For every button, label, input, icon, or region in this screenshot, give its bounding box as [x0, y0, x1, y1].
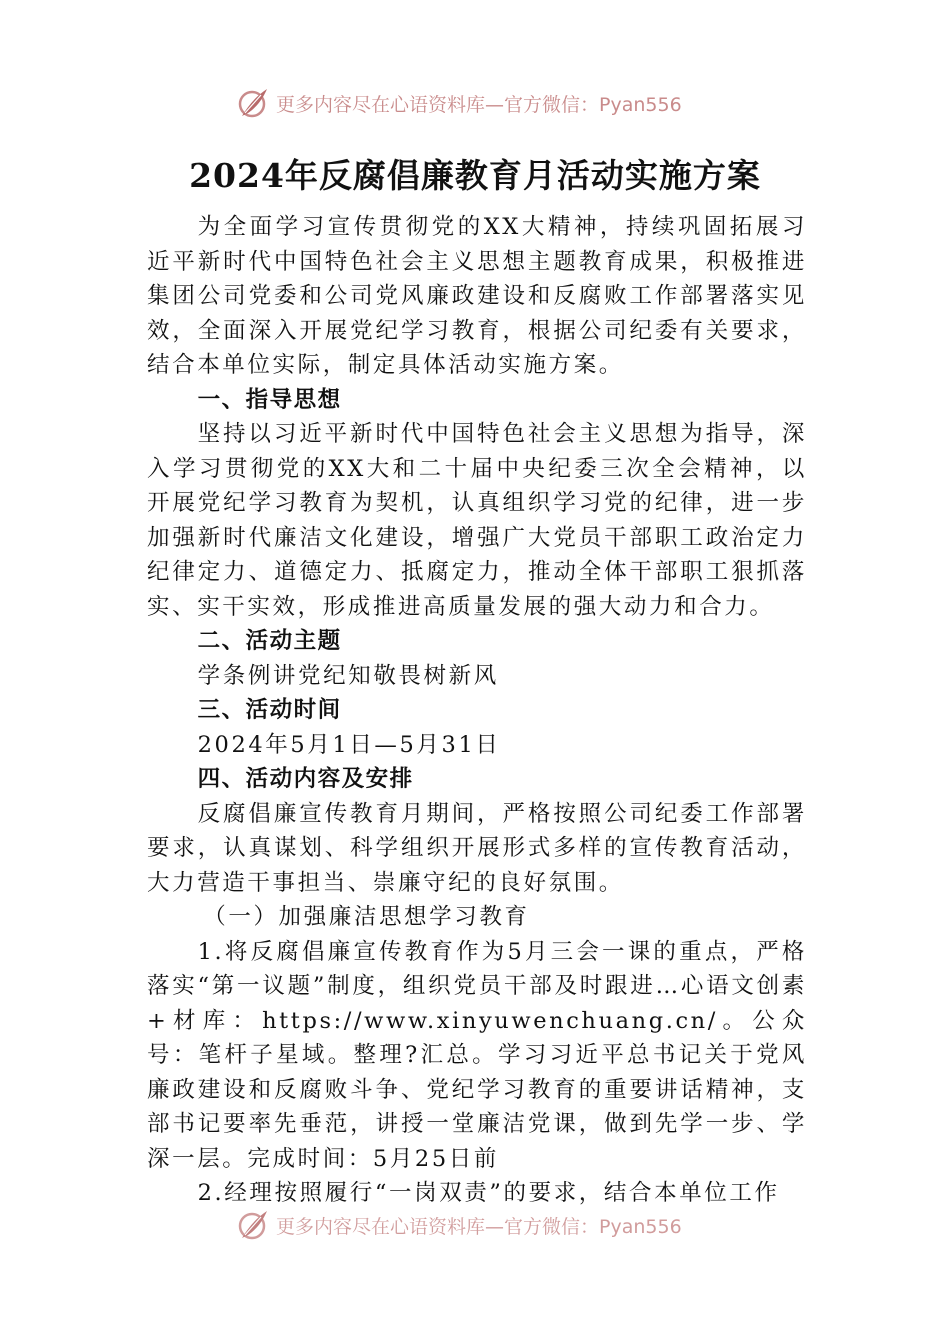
section-text-guiding-ideology: 坚持以习近平新时代中国特色社会主义思想为指导，深入学习贯彻党的XX大和二十届中央纪委三次全会精神，以开展党纪学习教育为契机，认真组织学习党的纪律，进一步加强新时代廉洁文化建设，增强广大党员干部职工政治定力纪律定力、道德定力、抵腐定力，推动全体干部职工狠抓落实、实干实效，形成推进高质量发展的强大动力和合力。: [147, 421, 807, 620]
item-2-paragraph: 2.经理按照履行“一岗双责”的要求，结合本单位工作: [197, 1180, 780, 1206]
section-text-time: 2024年5月1日—5月31日: [197, 731, 501, 758]
section-heading-theme: 二、活动主题: [197, 628, 342, 654]
watermark-header: [236, 84, 682, 122]
feather-quill-logo-icon: [236, 86, 270, 120]
section-heading-guiding-ideology: 一、指导思想: [197, 386, 342, 413]
watermark-text: 更多内容尽在心语资料库—官方微信：Pyan556: [276, 93, 682, 116]
watermark-footer: [236, 1206, 682, 1244]
section-text-content: 反腐倡廉宣传教育月期间，严格按照公司纪委工作部署要求，认真谋划、科学组织开展形式多样的宣传教育活动，大力营造干事担当、崇廉守纪的良好氛围。: [147, 800, 807, 896]
intro-paragraph: 为全面学习宣传贯彻党的XX大精神，持续巩固拓展习近平新时代中国特色社会主义思想主题教育成果，积极推进集团公司党委和公司党风廉政建设和反腐败工作部署落实见效，全面深入开展党纪学习教育，根据公司纪委有关要求，结合本单位实际，制定具体活动实施方案。: [147, 214, 807, 378]
document-body: [147, 210, 807, 1211]
section-text-theme: 学条例讲党纪知敬畏树新风: [197, 662, 499, 689]
subsection-heading: （一）加强廉洁思想学习教育: [203, 904, 530, 930]
document-title: 2024年反腐倡廉教育月活动实施方案: [189, 156, 761, 195]
section-heading-time: 三、活动时间: [197, 697, 342, 723]
watermark-text: 更多内容尽在心语资料库—官方微信：Pyan556: [276, 1215, 682, 1238]
section-heading-content: 四、活动内容及安排: [197, 766, 414, 792]
item-1-paragraph: 1.将反腐倡廉宣传教育作为5月三会一课的重点，严格落实“第一议题”制度，组织党员干部及时跟进…心语文创素+材库：https://www.xinyuwenchuang.cn/。公众号：笔杆子星域。整理?汇总。学习习近平总书记关于党风廉政建设和反腐败斗争、党纪学习教育的重要讲话精神，支部书记要率先垂范，讲授一堂廉洁党课，做到先学一步、学深一层。完成时间：5月25日前: [147, 938, 807, 1172]
feather-quill-logo-icon: [236, 1208, 270, 1242]
